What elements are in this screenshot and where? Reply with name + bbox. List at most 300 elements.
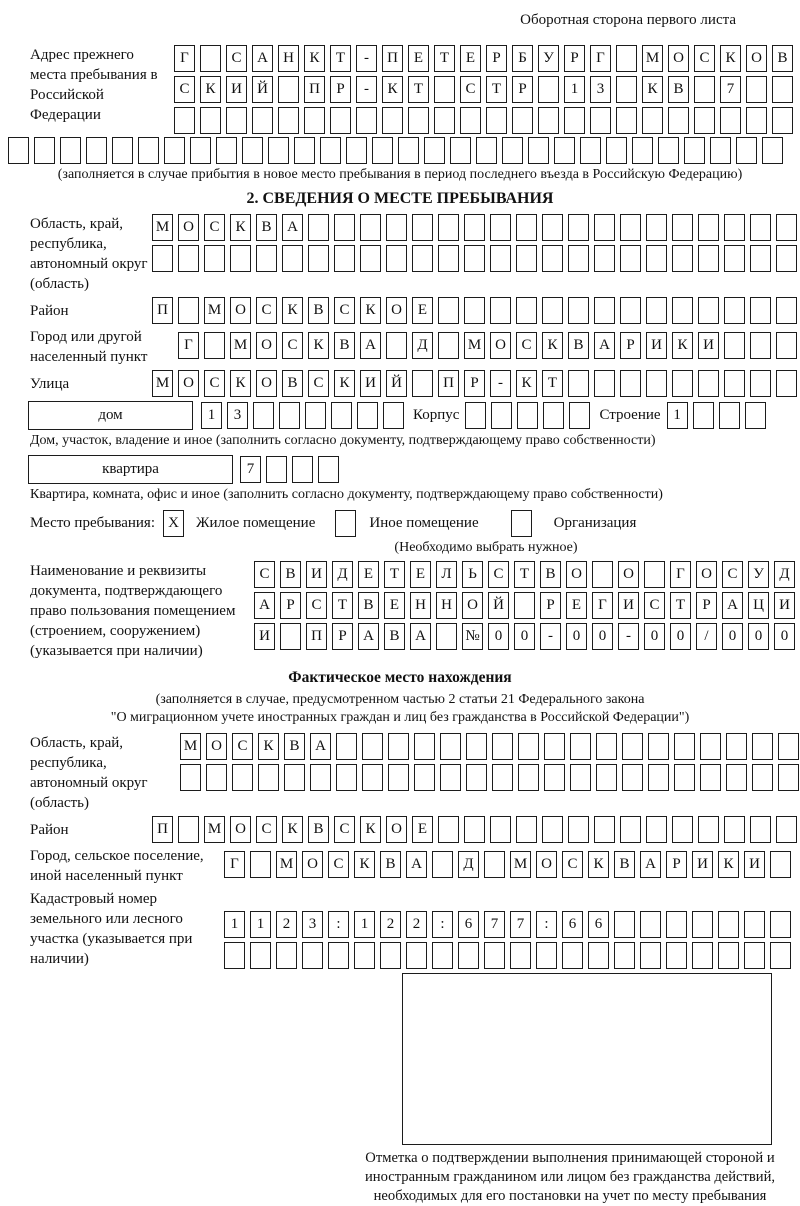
char-cell[interactable]: Е <box>412 297 433 324</box>
char-cell[interactable] <box>486 107 507 134</box>
char-cell[interactable]: 0 <box>566 623 587 650</box>
char-cell[interactable]: Т <box>670 592 691 619</box>
char-cell[interactable] <box>750 816 771 843</box>
city-row[interactable] <box>178 332 797 359</box>
char-cell[interactable]: В <box>334 332 355 359</box>
char-cell[interactable] <box>356 107 377 134</box>
char-cell[interactable] <box>569 402 590 429</box>
char-cell[interactable] <box>568 297 589 324</box>
char-cell[interactable]: И <box>254 623 275 650</box>
char-cell[interactable]: К <box>354 851 375 878</box>
char-cell[interactable]: А <box>640 851 661 878</box>
char-cell[interactable] <box>8 137 29 164</box>
char-cell[interactable] <box>412 214 433 241</box>
char-cell[interactable]: С <box>488 561 509 588</box>
char-cell[interactable]: К <box>200 76 221 103</box>
char-cell[interactable]: Е <box>410 561 431 588</box>
char-cell[interactable]: С <box>328 851 349 878</box>
char-cell[interactable] <box>398 137 419 164</box>
char-cell[interactable]: Н <box>436 592 457 619</box>
char-cell[interactable] <box>438 214 459 241</box>
char-cell[interactable]: 7 <box>240 456 261 483</box>
char-cell[interactable]: Е <box>408 45 429 72</box>
char-cell[interactable] <box>590 107 611 134</box>
char-cell[interactable] <box>640 911 661 938</box>
char-cell[interactable]: И <box>360 370 381 397</box>
char-cell[interactable] <box>724 245 745 272</box>
char-cell[interactable] <box>724 816 745 843</box>
char-cell[interactable] <box>268 137 289 164</box>
char-cell[interactable] <box>386 214 407 241</box>
char-cell[interactable]: - <box>356 76 377 103</box>
char-cell[interactable] <box>672 245 693 272</box>
char-cell[interactable]: Р <box>464 370 485 397</box>
char-cell[interactable] <box>476 137 497 164</box>
char-cell[interactable] <box>414 733 435 760</box>
char-cell[interactable]: Г <box>224 851 245 878</box>
char-cell[interactable]: В <box>772 45 793 72</box>
char-cell[interactable]: О <box>230 816 251 843</box>
char-cell[interactable]: 2 <box>276 911 297 938</box>
char-cell[interactable] <box>594 816 615 843</box>
char-cell[interactable] <box>544 733 565 760</box>
char-cell[interactable] <box>294 137 315 164</box>
char-cell[interactable] <box>200 107 221 134</box>
char-cell[interactable] <box>745 402 766 429</box>
char-cell[interactable]: О <box>386 297 407 324</box>
char-cell[interactable]: К <box>360 297 381 324</box>
char-cell[interactable] <box>412 370 433 397</box>
char-cell[interactable]: В <box>614 851 635 878</box>
char-cell[interactable]: И <box>646 332 667 359</box>
char-cell[interactable]: К <box>230 214 251 241</box>
char-cell[interactable] <box>305 402 326 429</box>
char-cell[interactable]: В <box>568 332 589 359</box>
char-cell[interactable]: А <box>310 733 331 760</box>
char-cell[interactable]: С <box>722 561 743 588</box>
char-cell[interactable] <box>616 107 637 134</box>
char-cell[interactable]: С <box>226 45 247 72</box>
char-cell[interactable] <box>484 942 505 969</box>
char-cell[interactable]: С <box>308 370 329 397</box>
char-cell[interactable] <box>750 297 771 324</box>
actual-region-row-2[interactable] <box>180 764 799 791</box>
char-cell[interactable]: Р <box>696 592 717 619</box>
char-cell[interactable]: : <box>536 911 557 938</box>
char-cell[interactable]: В <box>282 370 303 397</box>
char-cell[interactable] <box>536 942 557 969</box>
char-cell[interactable] <box>279 402 300 429</box>
char-cell[interactable] <box>724 214 745 241</box>
char-cell[interactable] <box>516 297 537 324</box>
char-cell[interactable]: А <box>594 332 615 359</box>
char-cell[interactable]: В <box>540 561 561 588</box>
char-cell[interactable] <box>34 137 55 164</box>
char-cell[interactable] <box>204 332 225 359</box>
char-cell[interactable] <box>554 137 575 164</box>
char-cell[interactable]: О <box>302 851 323 878</box>
char-cell[interactable]: А <box>282 214 303 241</box>
char-cell[interactable] <box>778 764 799 791</box>
char-cell[interactable] <box>388 764 409 791</box>
char-cell[interactable]: Р <box>620 332 641 359</box>
char-cell[interactable] <box>778 733 799 760</box>
char-cell[interactable]: 0 <box>748 623 769 650</box>
char-cell[interactable] <box>614 942 635 969</box>
char-cell[interactable] <box>770 942 791 969</box>
char-cell[interactable] <box>372 137 393 164</box>
char-cell[interactable] <box>164 137 185 164</box>
char-cell[interactable]: 7 <box>510 911 531 938</box>
char-cell[interactable]: И <box>774 592 795 619</box>
char-cell[interactable]: 2 <box>406 911 427 938</box>
char-cell[interactable]: О <box>536 851 557 878</box>
char-cell[interactable]: 1 <box>201 402 222 429</box>
char-cell[interactable]: 0 <box>514 623 535 650</box>
char-cell[interactable] <box>694 76 715 103</box>
char-cell[interactable] <box>357 402 378 429</box>
char-cell[interactable]: Р <box>330 76 351 103</box>
char-cell[interactable] <box>516 214 537 241</box>
char-cell[interactable]: П <box>382 45 403 72</box>
char-cell[interactable] <box>642 107 663 134</box>
char-cell[interactable]: А <box>360 332 381 359</box>
previous-address-row-3[interactable] <box>174 107 793 134</box>
char-cell[interactable] <box>776 214 797 241</box>
char-cell[interactable] <box>464 245 485 272</box>
char-cell[interactable] <box>276 942 297 969</box>
char-cell[interactable]: К <box>230 370 251 397</box>
char-cell[interactable]: Р <box>666 851 687 878</box>
char-cell[interactable]: Й <box>252 76 273 103</box>
char-cell[interactable] <box>320 137 341 164</box>
char-cell[interactable] <box>646 370 667 397</box>
char-cell[interactable] <box>502 137 523 164</box>
char-cell[interactable]: И <box>306 561 327 588</box>
char-cell[interactable] <box>438 245 459 272</box>
char-cell[interactable]: О <box>206 733 227 760</box>
char-cell[interactable]: С <box>306 592 327 619</box>
char-cell[interactable] <box>698 214 719 241</box>
char-cell[interactable] <box>432 851 453 878</box>
char-cell[interactable]: - <box>540 623 561 650</box>
char-cell[interactable]: 0 <box>644 623 665 650</box>
char-cell[interactable]: К <box>282 297 303 324</box>
char-cell[interactable] <box>672 370 693 397</box>
char-cell[interactable]: М <box>152 370 173 397</box>
char-cell[interactable]: А <box>358 623 379 650</box>
char-cell[interactable]: К <box>642 76 663 103</box>
char-cell[interactable] <box>672 816 693 843</box>
char-cell[interactable] <box>266 456 287 483</box>
char-cell[interactable] <box>516 816 537 843</box>
char-cell[interactable]: 0 <box>488 623 509 650</box>
char-cell[interactable] <box>438 297 459 324</box>
char-cell[interactable]: К <box>334 370 355 397</box>
char-cell[interactable]: 6 <box>562 911 583 938</box>
char-cell[interactable]: П <box>438 370 459 397</box>
char-cell[interactable] <box>86 137 107 164</box>
char-cell[interactable] <box>568 214 589 241</box>
char-cell[interactable] <box>516 245 537 272</box>
char-cell[interactable] <box>724 332 745 359</box>
char-cell[interactable] <box>746 76 767 103</box>
char-cell[interactable]: 2 <box>380 911 401 938</box>
char-cell[interactable] <box>250 851 271 878</box>
char-cell[interactable] <box>518 764 539 791</box>
char-cell[interactable] <box>698 816 719 843</box>
char-cell[interactable]: - <box>618 623 639 650</box>
char-cell[interactable] <box>253 402 274 429</box>
char-cell[interactable] <box>408 107 429 134</box>
char-cell[interactable] <box>718 911 739 938</box>
char-cell[interactable]: К <box>542 332 563 359</box>
char-cell[interactable]: М <box>204 816 225 843</box>
char-cell[interactable]: П <box>152 297 173 324</box>
char-cell[interactable]: В <box>358 592 379 619</box>
char-cell[interactable] <box>216 137 237 164</box>
checkbox-organization[interactable] <box>511 510 532 537</box>
char-cell[interactable]: О <box>618 561 639 588</box>
char-cell[interactable]: 3 <box>590 76 611 103</box>
char-cell[interactable] <box>464 816 485 843</box>
char-cell[interactable] <box>620 816 641 843</box>
char-cell[interactable] <box>580 137 601 164</box>
char-cell[interactable]: К <box>672 332 693 359</box>
char-cell[interactable] <box>668 107 689 134</box>
char-cell[interactable]: № <box>462 623 483 650</box>
char-cell[interactable] <box>594 245 615 272</box>
char-cell[interactable] <box>672 297 693 324</box>
char-cell[interactable] <box>726 733 747 760</box>
char-cell[interactable] <box>360 214 381 241</box>
char-cell[interactable] <box>206 764 227 791</box>
char-cell[interactable] <box>596 733 617 760</box>
char-cell[interactable] <box>204 245 225 272</box>
char-cell[interactable]: Т <box>434 45 455 72</box>
char-cell[interactable]: 0 <box>722 623 743 650</box>
char-cell[interactable] <box>346 137 367 164</box>
char-cell[interactable] <box>640 942 661 969</box>
char-cell[interactable]: 1 <box>224 911 245 938</box>
char-cell[interactable] <box>542 816 563 843</box>
char-cell[interactable] <box>744 942 765 969</box>
char-cell[interactable]: С <box>644 592 665 619</box>
char-cell[interactable] <box>776 297 797 324</box>
district-row[interactable] <box>152 297 797 324</box>
char-cell[interactable]: 7 <box>484 911 505 938</box>
char-cell[interactable] <box>224 942 245 969</box>
char-cell[interactable] <box>256 245 277 272</box>
char-cell[interactable] <box>594 214 615 241</box>
char-cell[interactable] <box>242 137 263 164</box>
char-cell[interactable]: У <box>538 45 559 72</box>
char-cell[interactable] <box>752 733 773 760</box>
char-cell[interactable]: А <box>410 623 431 650</box>
char-cell[interactable]: А <box>406 851 427 878</box>
char-cell[interactable]: 1 <box>354 911 375 938</box>
char-cell[interactable] <box>692 911 713 938</box>
char-cell[interactable]: Н <box>410 592 431 619</box>
char-cell[interactable] <box>694 107 715 134</box>
char-cell[interactable] <box>383 402 404 429</box>
char-cell[interactable] <box>570 764 591 791</box>
char-cell[interactable] <box>750 214 771 241</box>
char-cell[interactable]: С <box>254 561 275 588</box>
char-cell[interactable] <box>362 733 383 760</box>
char-cell[interactable]: О <box>566 561 587 588</box>
char-cell[interactable]: - <box>490 370 511 397</box>
char-cell[interactable]: М <box>204 297 225 324</box>
char-cell[interactable]: С <box>204 214 225 241</box>
char-cell[interactable] <box>112 137 133 164</box>
char-cell[interactable]: - <box>356 45 377 72</box>
char-cell[interactable]: В <box>380 851 401 878</box>
cadastral-row-2[interactable] <box>224 942 791 969</box>
char-cell[interactable] <box>308 245 329 272</box>
document-row-3[interactable] <box>254 623 795 650</box>
char-cell[interactable]: И <box>226 76 247 103</box>
char-cell[interactable] <box>666 942 687 969</box>
char-cell[interactable] <box>334 214 355 241</box>
char-cell[interactable] <box>406 942 427 969</box>
char-cell[interactable] <box>752 764 773 791</box>
char-cell[interactable]: Д <box>458 851 479 878</box>
char-cell[interactable] <box>772 76 793 103</box>
char-cell[interactable]: Т <box>384 561 405 588</box>
char-cell[interactable] <box>724 370 745 397</box>
char-cell[interactable] <box>568 370 589 397</box>
char-cell[interactable] <box>514 592 535 619</box>
char-cell[interactable] <box>562 942 583 969</box>
char-cell[interactable] <box>386 245 407 272</box>
char-cell[interactable] <box>138 137 159 164</box>
char-cell[interactable] <box>538 76 559 103</box>
char-cell[interactable] <box>720 107 741 134</box>
checkbox-residential[interactable]: X <box>163 510 184 537</box>
char-cell[interactable]: С <box>204 370 225 397</box>
char-cell[interactable]: Т <box>542 370 563 397</box>
char-cell[interactable]: П <box>304 76 325 103</box>
char-cell[interactable] <box>570 733 591 760</box>
char-cell[interactable]: Д <box>332 561 353 588</box>
char-cell[interactable]: Е <box>566 592 587 619</box>
char-cell[interactable]: 1 <box>667 402 688 429</box>
actual-district-row[interactable] <box>152 816 797 843</box>
char-cell[interactable] <box>614 911 635 938</box>
char-cell[interactable] <box>772 107 793 134</box>
char-cell[interactable] <box>330 107 351 134</box>
char-cell[interactable] <box>698 297 719 324</box>
char-cell[interactable]: М <box>230 332 251 359</box>
char-cell[interactable] <box>388 733 409 760</box>
char-cell[interactable] <box>438 332 459 359</box>
char-cell[interactable] <box>726 764 747 791</box>
char-cell[interactable]: Т <box>486 76 507 103</box>
char-cell[interactable]: В <box>256 214 277 241</box>
char-cell[interactable]: Й <box>386 370 407 397</box>
char-cell[interactable]: П <box>152 816 173 843</box>
checkbox-other-premises[interactable] <box>335 510 356 537</box>
char-cell[interactable]: О <box>668 45 689 72</box>
char-cell[interactable]: Н <box>278 45 299 72</box>
char-cell[interactable] <box>258 764 279 791</box>
char-cell[interactable]: В <box>384 623 405 650</box>
char-cell[interactable] <box>382 107 403 134</box>
char-cell[interactable]: Л <box>436 561 457 588</box>
char-cell[interactable]: В <box>308 297 329 324</box>
char-cell[interactable] <box>646 245 667 272</box>
char-cell[interactable]: Д <box>412 332 433 359</box>
char-cell[interactable] <box>180 764 201 791</box>
char-cell[interactable]: О <box>178 370 199 397</box>
char-cell[interactable] <box>414 764 435 791</box>
stroenie-row[interactable] <box>667 402 766 429</box>
char-cell[interactable]: О <box>178 214 199 241</box>
char-cell[interactable] <box>331 402 352 429</box>
char-cell[interactable] <box>606 137 627 164</box>
apartment-row[interactable] <box>240 456 339 483</box>
char-cell[interactable] <box>178 245 199 272</box>
char-cell[interactable] <box>666 911 687 938</box>
char-cell[interactable] <box>282 245 303 272</box>
actual-region-row-1[interactable] <box>180 733 799 760</box>
char-cell[interactable]: М <box>642 45 663 72</box>
char-cell[interactable] <box>543 402 564 429</box>
char-cell[interactable]: 0 <box>670 623 691 650</box>
char-cell[interactable] <box>674 764 695 791</box>
char-cell[interactable] <box>544 764 565 791</box>
char-cell[interactable] <box>284 764 305 791</box>
char-cell[interactable] <box>542 297 563 324</box>
char-cell[interactable]: И <box>698 332 719 359</box>
char-cell[interactable] <box>596 764 617 791</box>
char-cell[interactable] <box>464 214 485 241</box>
char-cell[interactable] <box>464 297 485 324</box>
char-cell[interactable]: / <box>696 623 717 650</box>
char-cell[interactable] <box>750 245 771 272</box>
char-cell[interactable]: К <box>588 851 609 878</box>
char-cell[interactable] <box>60 137 81 164</box>
char-cell[interactable] <box>646 297 667 324</box>
char-cell[interactable]: В <box>284 733 305 760</box>
char-cell[interactable] <box>336 764 357 791</box>
char-cell[interactable] <box>466 733 487 760</box>
char-cell[interactable]: М <box>180 733 201 760</box>
char-cell[interactable] <box>380 942 401 969</box>
char-cell[interactable]: К <box>382 76 403 103</box>
char-cell[interactable]: Й <box>488 592 509 619</box>
char-cell[interactable]: К <box>304 45 325 72</box>
char-cell[interactable]: А <box>722 592 743 619</box>
char-cell[interactable] <box>698 370 719 397</box>
char-cell[interactable]: В <box>668 76 689 103</box>
char-cell[interactable] <box>620 214 641 241</box>
char-cell[interactable] <box>517 402 538 429</box>
char-cell[interactable]: 3 <box>227 402 248 429</box>
char-cell[interactable]: О <box>256 370 277 397</box>
char-cell[interactable] <box>592 561 613 588</box>
char-cell[interactable] <box>770 851 791 878</box>
document-row-1[interactable] <box>254 561 795 588</box>
previous-address-row-1[interactable] <box>174 45 793 72</box>
char-cell[interactable] <box>644 561 665 588</box>
char-cell[interactable] <box>672 214 693 241</box>
char-cell[interactable] <box>648 764 669 791</box>
char-cell[interactable]: О <box>746 45 767 72</box>
char-cell[interactable] <box>200 45 221 72</box>
char-cell[interactable]: С <box>562 851 583 878</box>
